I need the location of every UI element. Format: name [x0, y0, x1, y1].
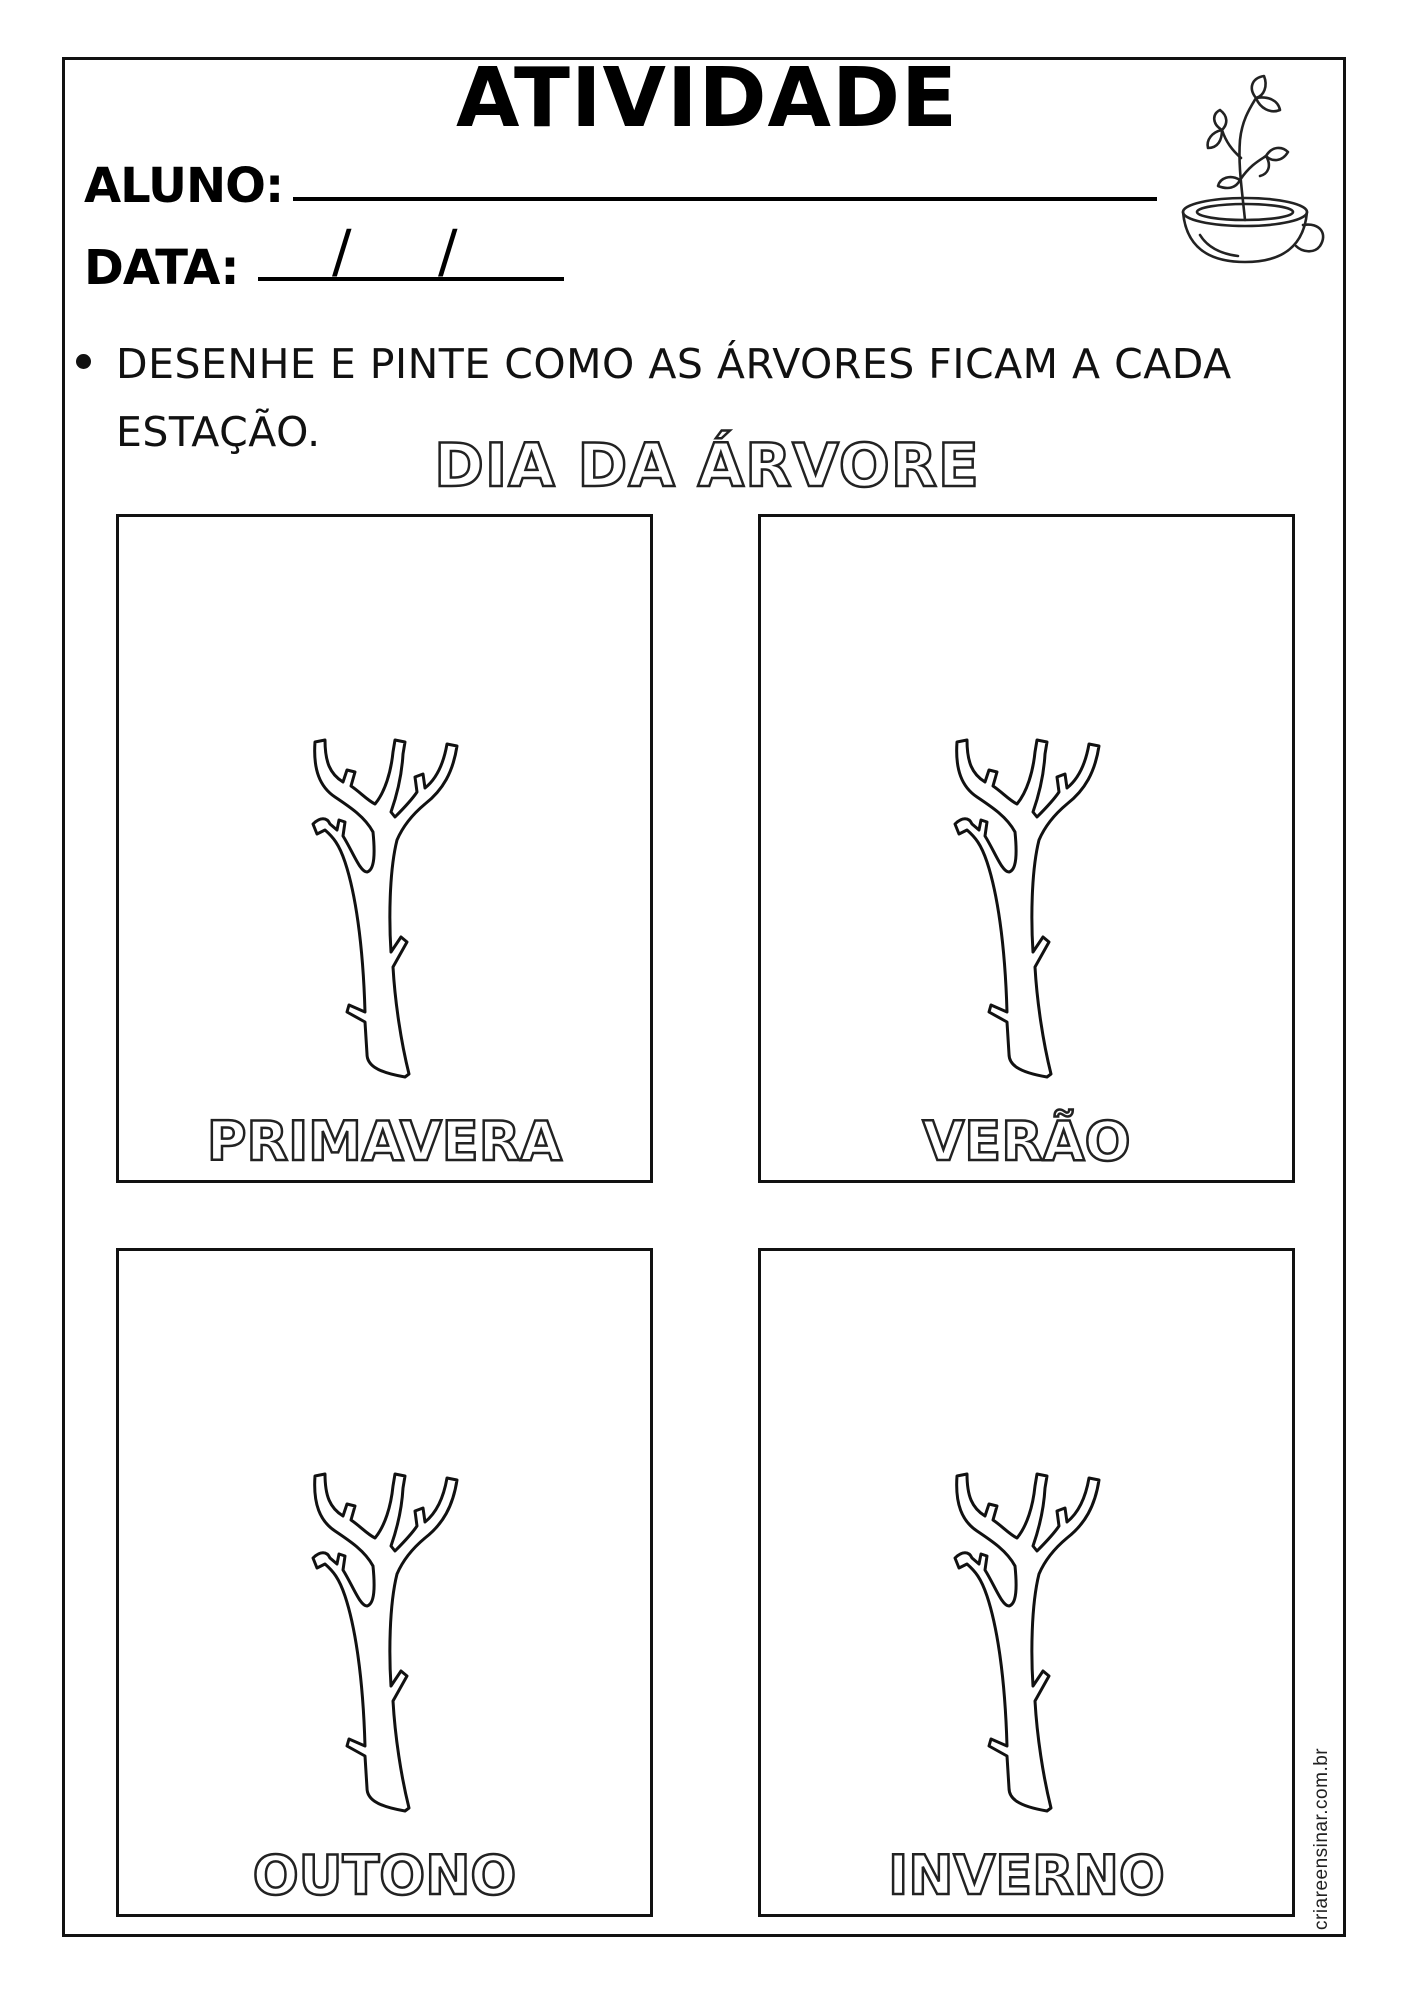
- bare-tree-icon: [305, 722, 465, 1084]
- season-label: OUTONO: [252, 1844, 517, 1907]
- season-label: VERÃO: [922, 1110, 1131, 1173]
- season-box-inverno[interactable]: [758, 1248, 1295, 1917]
- student-name-line[interactable]: [293, 197, 1157, 201]
- bullet-point: [76, 354, 91, 369]
- subtitle: DIA DA ÁRVORE: [434, 431, 980, 501]
- date-label: DATA:: [84, 240, 239, 296]
- student-name-label: ALUNO:: [84, 158, 284, 214]
- bare-tree-icon: [947, 722, 1107, 1084]
- plant-in-mug-icon: [1160, 70, 1330, 270]
- date-line[interactable]: [258, 277, 564, 281]
- season-box-primavera[interactable]: [116, 514, 653, 1183]
- bare-tree-icon: [947, 1456, 1107, 1818]
- season-box-verao[interactable]: [758, 514, 1295, 1183]
- season-label: PRIMAVERA: [206, 1110, 563, 1173]
- instruction-text: DESENHE E PINTE COMO AS ÁRVORES FICAM A CADA ESTAÇÃO.: [116, 340, 1232, 456]
- date-separator: /: [332, 217, 352, 285]
- website-credit: criareensinar.com.br: [1311, 1747, 1332, 1930]
- date-separator: /: [438, 217, 458, 285]
- bare-tree-icon: [305, 1456, 465, 1818]
- page-title: ATIVIDADE: [455, 51, 959, 146]
- season-label: INVERNO: [888, 1844, 1165, 1907]
- season-box-outono[interactable]: [116, 1248, 653, 1917]
